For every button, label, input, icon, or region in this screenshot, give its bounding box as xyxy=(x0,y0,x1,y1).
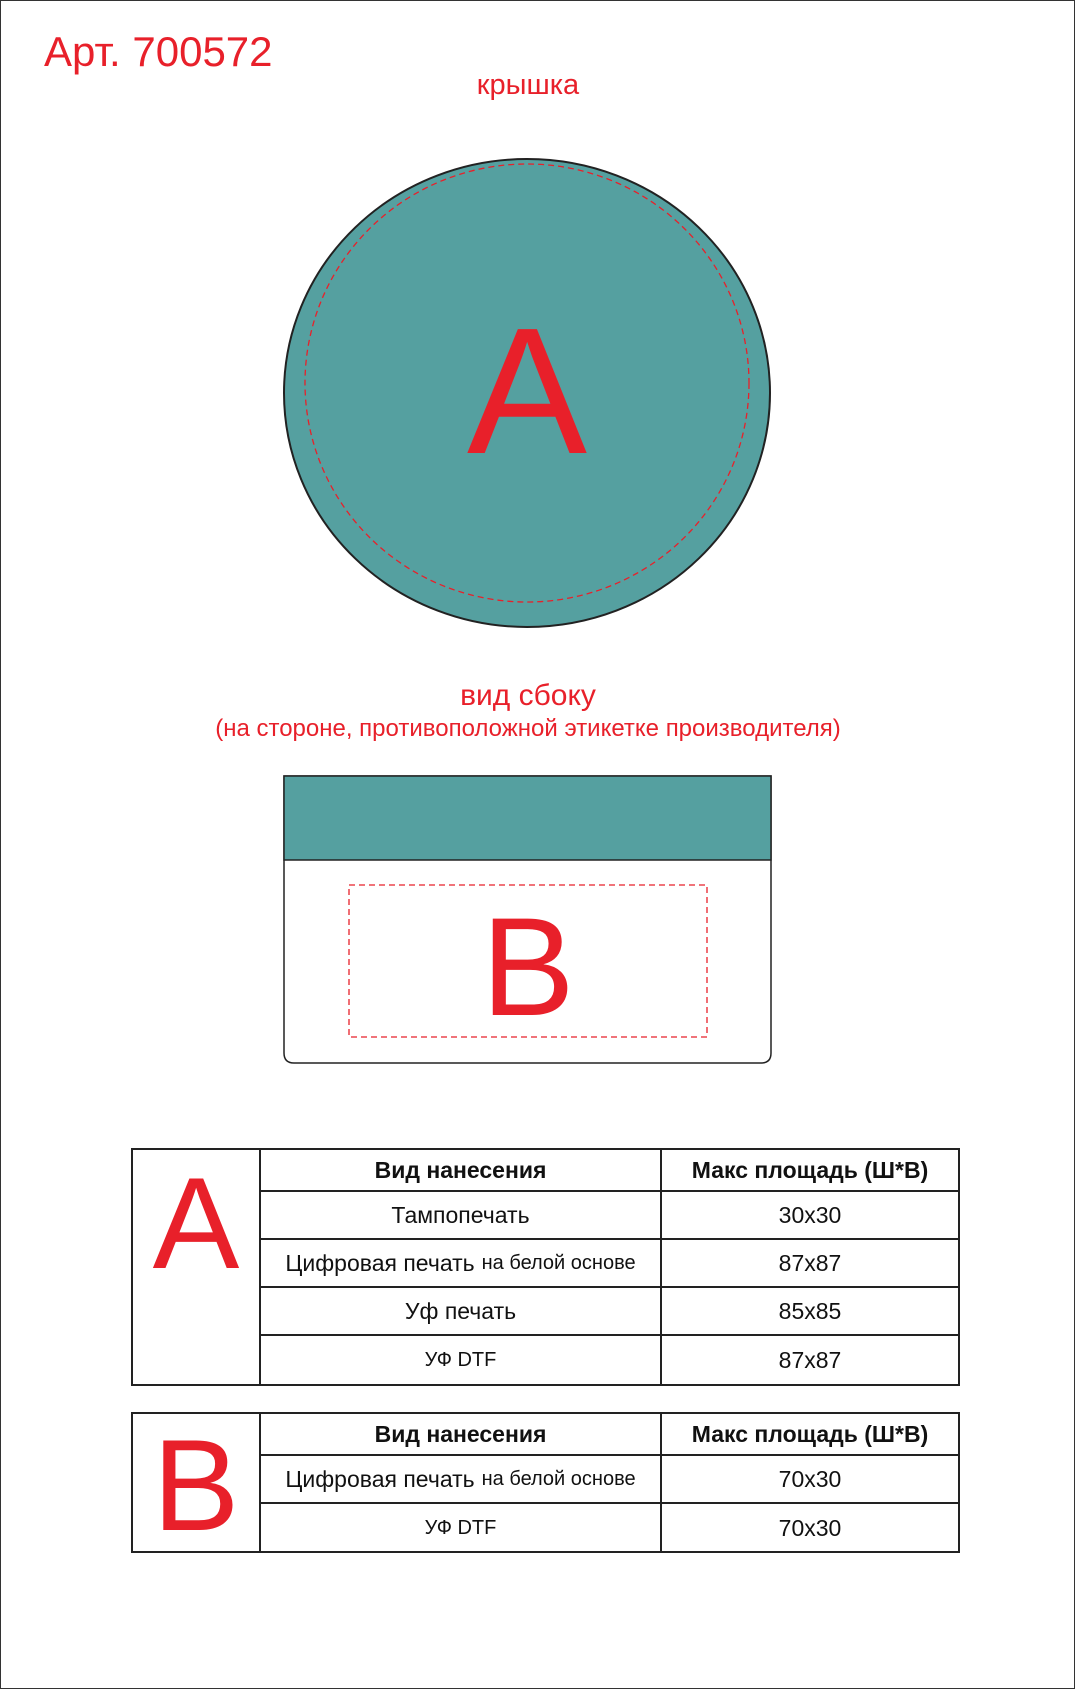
table-row xyxy=(261,1192,958,1240)
table-row xyxy=(261,1336,958,1384)
header-method: Вид нанесения xyxy=(261,1414,662,1454)
side-view-diagram xyxy=(283,775,773,1067)
method-cell: Цифровая печать на белой основе xyxy=(261,1456,662,1502)
side-view-title: вид сбоку xyxy=(460,679,596,712)
print-spec-table-b xyxy=(131,1412,960,1558)
header-max-area: Макс площадь (Ш*В) xyxy=(691,1420,929,1447)
method-note: на белой основе xyxy=(481,1251,636,1274)
table-header-row xyxy=(261,1414,958,1456)
lid-title: крышка xyxy=(476,69,580,101)
table-header-row xyxy=(261,1150,958,1192)
lid-letter: A xyxy=(466,291,588,492)
area-cell: 30x30 xyxy=(778,1201,842,1228)
method-cell: УФ DTF xyxy=(261,1504,662,1552)
method-cell: Уф печать xyxy=(261,1288,662,1334)
side-lid-band xyxy=(284,776,771,860)
method-cell: Цифровая печать на белой основе xyxy=(261,1240,662,1286)
method-cell: УФ DTF xyxy=(261,1336,662,1384)
area-cell: 87x87 xyxy=(778,1249,842,1276)
table-b-letter-cell xyxy=(133,1412,261,1558)
side-letter: B xyxy=(481,888,575,1045)
table-row xyxy=(261,1456,958,1504)
method-note: на белой основе xyxy=(481,1467,636,1490)
header-max-area: Макс площадь (Ш*В) xyxy=(691,1156,929,1183)
article-number: Арт. 700572 xyxy=(44,28,273,75)
print-spec-table-a xyxy=(131,1148,960,1386)
area-cell: 87x87 xyxy=(778,1346,842,1373)
method-cell: Тампопечать xyxy=(261,1192,662,1238)
table-a-letter: A xyxy=(152,1150,240,1296)
side-view-subtitle: (на стороне, противоположной этикетке производителя) xyxy=(215,715,841,742)
table-a-letter-cell xyxy=(133,1150,261,1384)
header-method: Вид нанесения xyxy=(261,1150,662,1190)
table-row xyxy=(261,1504,958,1552)
table-b-letter: B xyxy=(152,1412,240,1558)
table-row xyxy=(261,1240,958,1288)
table-row xyxy=(261,1288,958,1336)
area-cell: 70x30 xyxy=(778,1465,842,1492)
lid-diagram xyxy=(280,155,774,631)
area-cell: 85x85 xyxy=(778,1297,842,1324)
area-cell: 70x30 xyxy=(778,1514,842,1541)
